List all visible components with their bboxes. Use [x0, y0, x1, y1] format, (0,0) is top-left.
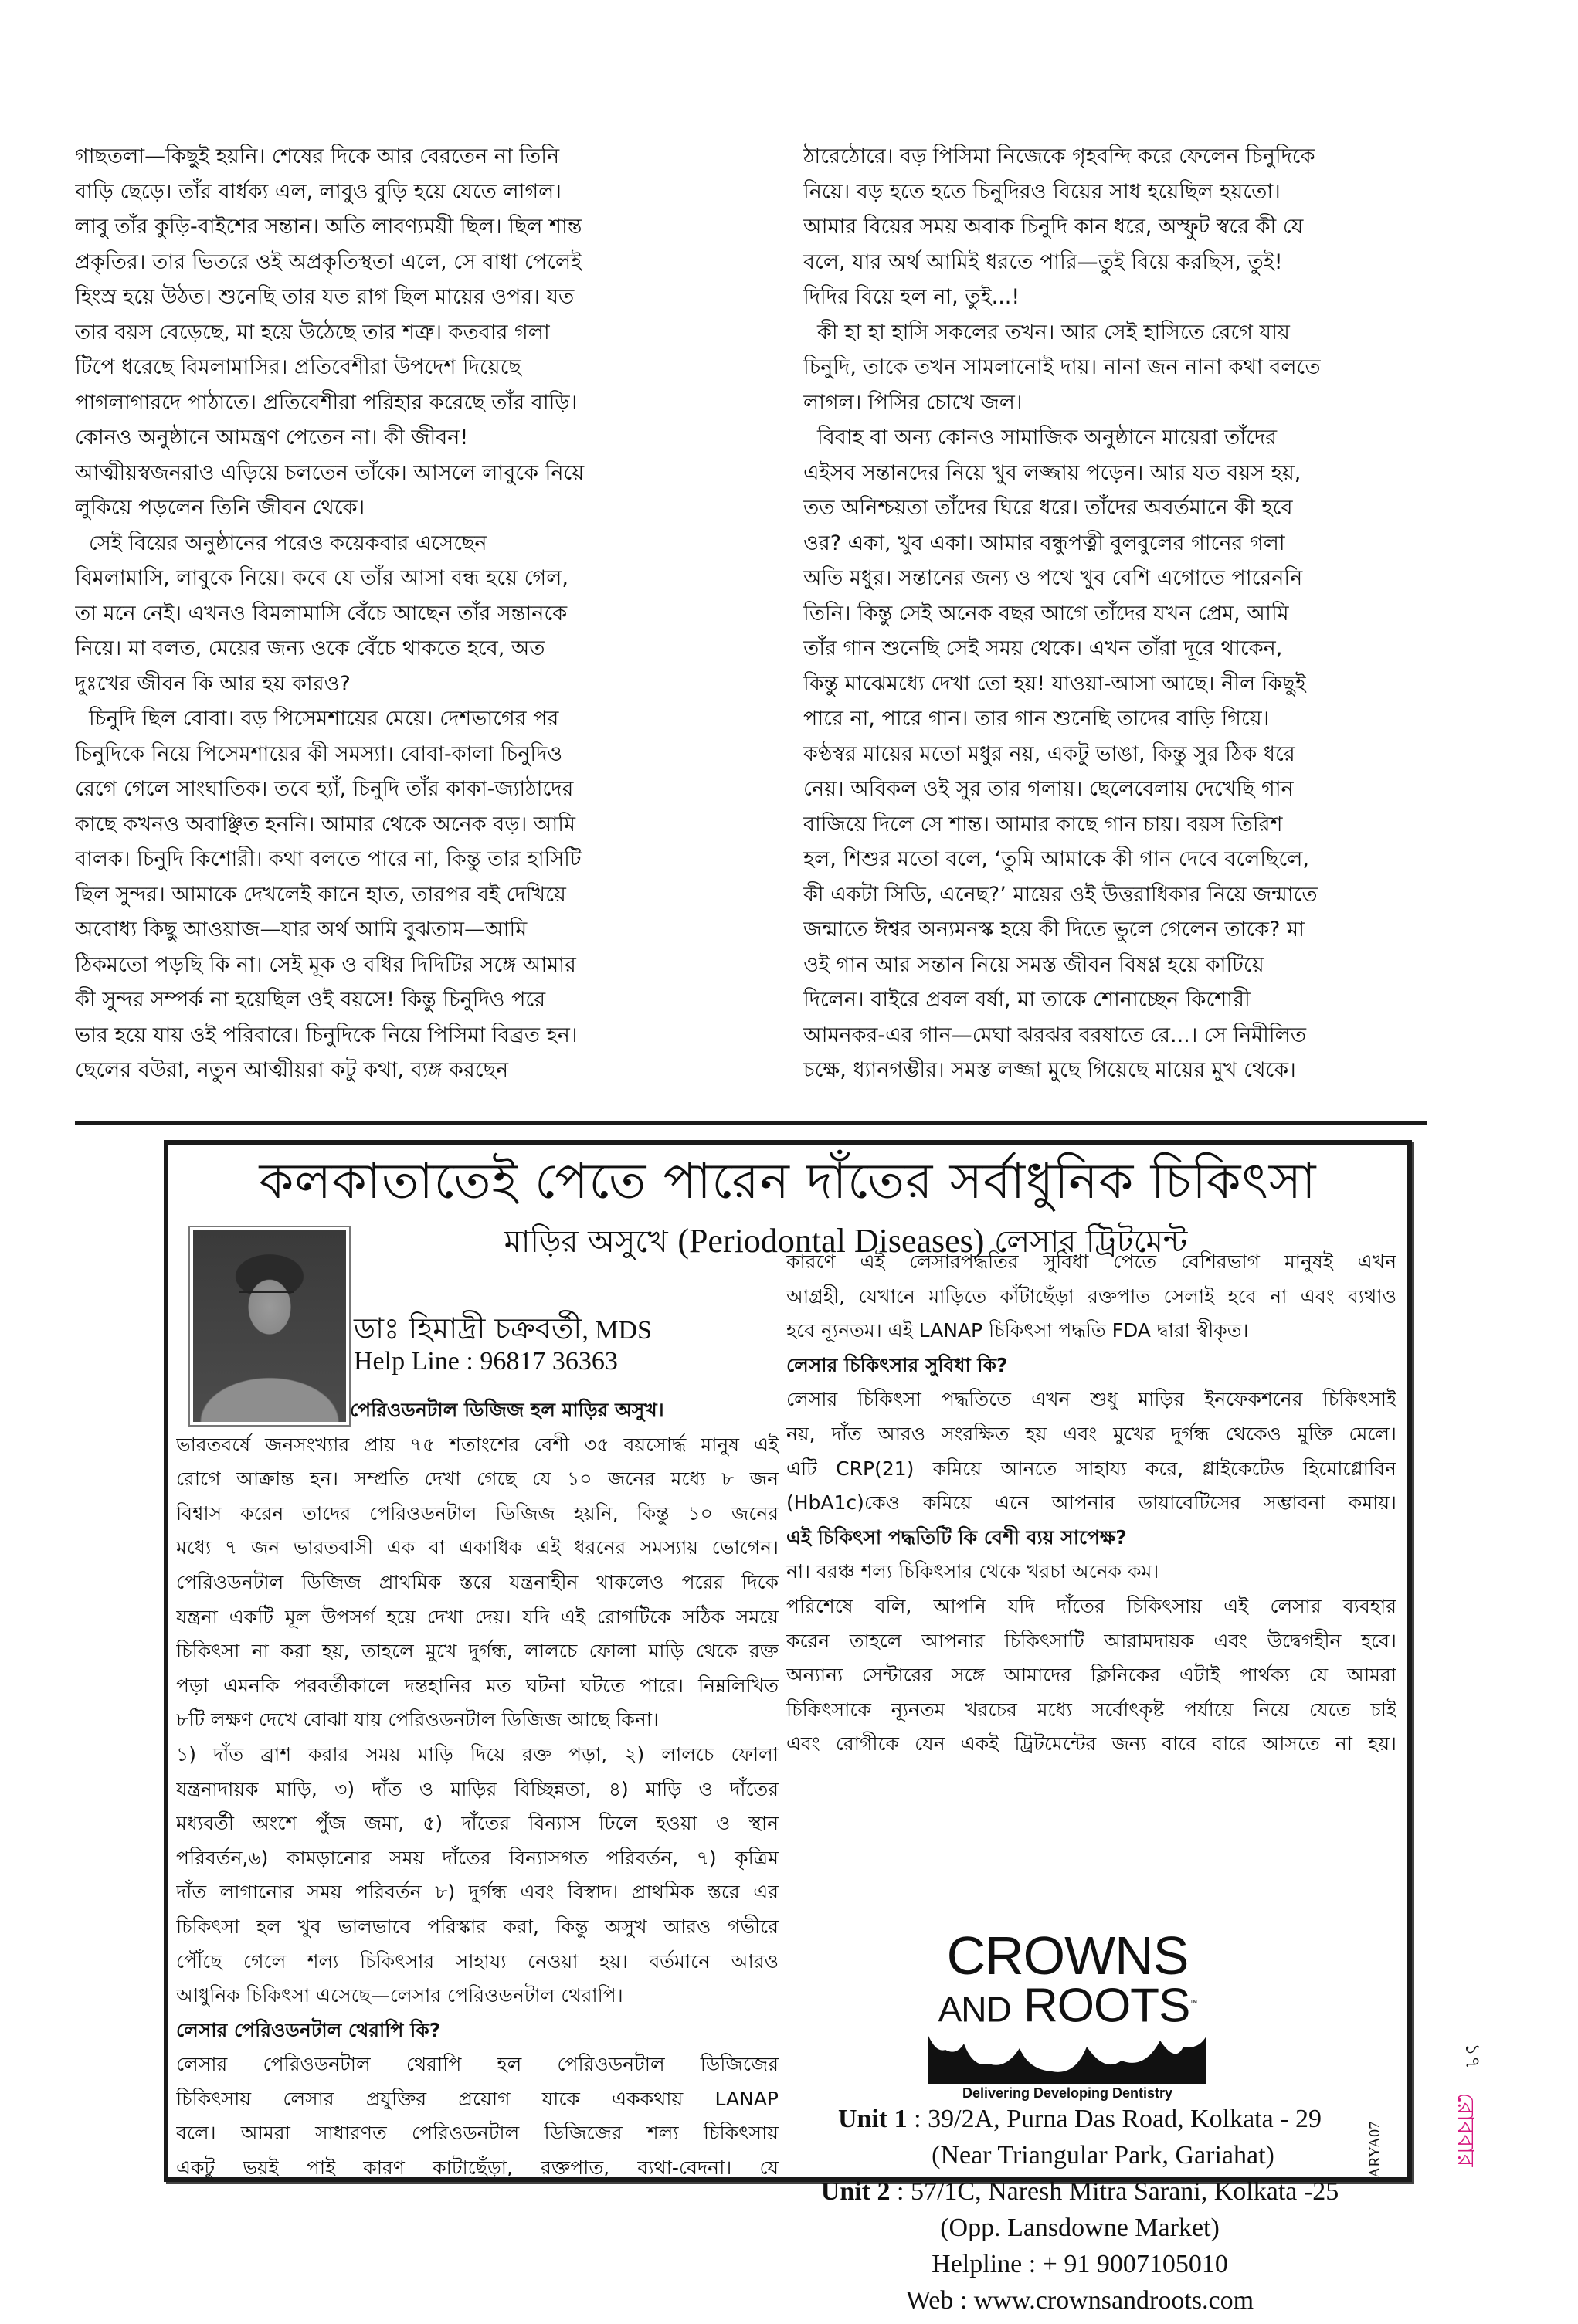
crowns-and-roots-logo: [905, 1925, 1230, 2102]
doctor-name-text: ডাঃ হিমাদ্রী চক্রবর্তী: [354, 1311, 582, 1345]
story-text-line: দিলেন। বাইরে প্রবল বর্ষা, মা তাকে শোনাচ্ছেন কিশোরী: [803, 988, 1251, 1012]
ad-text-line: যন্ত্রনাদায়ক মাড়ি, ৩) দাঁত ও মাড়ির বিচ্ছিন্নতা, ৪) মাড়ি ও দাঁতের: [176, 1777, 779, 1800]
ad-text-line: করেন তাহলে আপনার চিকিৎসাটি আরামদায়ক এবং উদ্বেগহীন হবে।: [786, 1629, 1396, 1652]
story-text-line: চিনুদি, তাকে তখন সামলানোই দায়। নানা জন নানা কথা বলতে: [803, 355, 1321, 379]
story-text-line: এইসব সন্তানদের নিয়ে খুব লজ্জায় পড়েন। আর যত বয়স হয়,: [803, 460, 1301, 485]
unit-1-landmark: (Near Triangular Park, Gariahat): [932, 2141, 1274, 2170]
ad-headline: কলকাতাতেই পেতে পারেন দাঁতের সর্বাধুনিক চিকিৎসা: [259, 1153, 1317, 1210]
ad-text-line: অন্যান্য সেন্টারের সঙ্গে আমাদের ক্লিনিকের এটাই পার্থক্য যে আমরা: [786, 1664, 1396, 1687]
story-text-line: কী হা হা হাসি সকলের তখন। আর সেই হাসিতে রেগে যায়: [817, 320, 1290, 344]
story-text-line: বাজিয়ে দিলে সে শান্ত। আমার কাছে গান চায়। বয়স তিরিশ: [803, 812, 1283, 836]
section-divider: [75, 1121, 1427, 1125]
page-footer-label: [1451, 2039, 1486, 2178]
ad-text-line: হবে ন্যূনতম। এই LANAP চিকিৎসা পদ্ধতি FDA দ্বারা স্বীকৃত।: [786, 1319, 1249, 1342]
publication-day: রোববার: [1451, 2092, 1479, 2167]
story-text-line: ঠিকমতো পড়ছি কি না। সেই মূক ও বধির দিদিটির সঙ্গে আমার: [75, 952, 576, 977]
doctor-helpline: Help Line : 96817 36363: [354, 1347, 618, 1376]
ad-subhead-prefix: মাড়ির অসুখে: [504, 1224, 678, 1260]
story-text-line: চিনুদিকে নিয়ে পিসেমশায়ের কী সমস্যা। বোবা-কালা চিনুদিও: [75, 741, 563, 766]
ad-text-line: লেসার চিকিৎসার সুবিধা কি?: [786, 1353, 1008, 1376]
story-text-line: বলে, যার অর্থ আমিই ধরতে পারি—তুই বিয়ে করছিস, তুই!: [803, 249, 1283, 274]
ad-text-line: বলে। আমরা সাধারণত পেরিওডনটাল ডিজিজের শল্য চিকিৎসায়: [176, 2122, 779, 2145]
story-text-line: বিমলামাসি, লাবুকে নিয়ে। কবে যে তাঁর আসা বন্ধ হয়ে গেল,: [75, 566, 568, 590]
clinic-addresses: [786, 2101, 1373, 2319]
story-text-line: কোনও অনুষ্ঠানে আমন্ত্রণ পেতেন না। কী জীবন!: [75, 426, 469, 450]
story-text-line: বাড়ি ছেড়ে। তাঁর বার্ধক্য এল, লাবুও বুড়ি হয়ে যেতে লাগল।: [75, 179, 562, 204]
story-text-line: লাগল। পিসির চোখে জল।: [803, 390, 1023, 415]
unit-2-landmark: (Opp. Lansdowne Market): [940, 2214, 1220, 2242]
story-text-line: আত্মীয়স্বজনরাও এড়িয়ে চলতেন তাঁকে। আসলে লাবুকে নিয়ে: [75, 460, 585, 485]
story-text-line: আমনকর-এর গান—মেঘা ঝরঝর বরষাতে রে...। সে নিমীলিত: [803, 1023, 1307, 1047]
story-text-line: টিপে ধরেছে বিমলামাসির। প্রতিবেশীরা উপদেশ দিয়েছে: [75, 355, 521, 379]
ad-text-line: (HbA1c)কেও কমিয়ে এনে আপনার ডায়াবেটিসের সম্ভাবনা কমায়।: [786, 1491, 1396, 1515]
ad-right-column: [786, 1245, 1396, 1762]
logo-tagline: Delivering Developing Dentistry: [962, 2085, 1173, 2101]
story-text-line: কাছে কখনও অবাঞ্ছিত হননি। আমার থেকে অনেক বড়। আমি: [75, 812, 576, 836]
ad-subhead-english: (Periodontal Diseases): [677, 1222, 985, 1260]
logo-wordmark-line1: CROWNS: [946, 1925, 1189, 1986]
ad-text-line: পরিবর্তন,৬) কামড়ানোর সময় দাঁতের বিন্যাসগত পরিবর্তন, ৭) কৃত্রিম: [176, 1846, 779, 1869]
ad-text-line: কারণে এই লেসারপদ্ধতির সুবিধা পেতে বেশিরভাগ মানুষই এখন: [786, 1250, 1396, 1273]
story-right-column: [803, 139, 1421, 1088]
ad-text-line: মধ্যে ৭ জন ভারতবাসী এক বা একাধিক এই ধরনের সমস্যায় ভোগেন।: [176, 1536, 779, 1559]
ad-text-line: পেরিওডনটাল ডিজিজ প্রাথমিক স্তরে যন্ত্রনাহীন থাকলেও পরের দিকে: [176, 1570, 779, 1593]
story-text-line: জন্মাতে ঈশ্বর অন্যমনস্ক হয়ে কী দিতে ভুলে গেলেন তাকে? মা: [803, 918, 1305, 941]
story-text-line: কিন্তু মাঝেমধ্যে দেখা তো হয়! যাওয়া-আসা আছে। নীল কিছুই: [803, 671, 1306, 696]
story-text-line: ওই গান আর সন্তান নিয়ে সমস্ত জীবন বিষণ্ণ হয়ে কাটিয়ে: [803, 952, 1264, 977]
unit-1-address: : 39/2A, Purna Das Road, Kolkata - 29: [907, 2105, 1322, 2133]
story-text-line: বালক। চিনুদি কিশোরী। কথা বলতে পারে না, কিন্তু তার হাসিটি: [75, 847, 582, 871]
story-text-line: তিনি। কিন্তু সেই অনেক বছর আগে তাঁদের যখন প্রেম, আমি: [803, 601, 1289, 626]
ad-text-line: না। বরঞ্চ শল্য চিকিৎসার থেকে খরচা অনেক কম।: [786, 1560, 1159, 1583]
trademark-mark: ™: [1189, 1999, 1197, 2007]
story-text-line: তাঁর গান শুনেছি সেই সময় থেকে। এখন তাঁরা দূরে থাকেন,: [803, 636, 1283, 660]
ad-text-line: রোগে আক্রান্ত হন। সম্প্রতি দেখা গেছে যে ১০ জনের মধ্যে ৮ জন: [176, 1467, 779, 1491]
ad-text-line: লেসার চিকিৎসা পদ্ধতিতে এখন শুধু মাড়ির ইনফেকশনের চিকিৎসাই: [786, 1388, 1396, 1411]
story-text-line: হিংস্র হয়ে উঠত। শুনেছি তার যত রাগ ছিল মায়ের ওপর। যত: [75, 285, 575, 309]
ad-text-line: আগ্রহী, যেখানে মাড়িতে কাঁটাছেঁড়া রক্তপাত সেলাই হবে না এবং ব্যথাও: [786, 1284, 1396, 1308]
doctor-degree: , MDS: [582, 1316, 653, 1345]
story-text-line: কী সুন্দর সম্পর্ক না হয়েছিল ওই বয়সে! কিন্তু চিনুদিও পরে: [75, 988, 546, 1012]
ad-text-line: একটু ভয়ই পাই কারণ কাটাছেঁড়া, রক্তপাত, ব্যথা-বেদনা। যে: [176, 2156, 779, 2180]
ad-text-line: চিকিৎসা হল খুব ভালভাবে পরিস্কার করা, কিন্তু অসুখ আরও গভীরে: [176, 1915, 779, 1938]
story-text-line: গাছতলা—কিছুই হয়নি। শেষের দিকে আর বেরতেন না তিনি: [75, 144, 560, 168]
unit-2-address: : 57/1C, Naresh Mitra Sarani, Kolkata -25: [890, 2177, 1339, 2206]
ad-text-line: ৮টি লক্ষণ দেখে বোঝা যায় পেরিওডনটাল ডিজিজ আছে কিনা।: [176, 1708, 659, 1732]
story-text-line: পারে না, পারে গান। তার গান শুনেছি তাদের বাড়ি গিয়ে।: [803, 707, 1270, 731]
story-text-line: তার বয়স বেড়েছে, মা হয়ে উঠেছে তার শত্রু। কতবার গলা: [75, 320, 550, 344]
story-text-line: ভার হয়ে যায় ওই পরিবারে। চিনুদিকে নিয়ে পিসিমা বিব্রত হন।: [75, 1023, 578, 1047]
ad-text-line: বিশ্বাস করেন তাদের পেরিওডনটাল ডিজিজ হয়নি, কিন্তু ১০ জনের: [176, 1501, 779, 1525]
ad-text-line: চিকিৎসা না করা হয়, তাহলে মুখে দুর্গন্ধ, লালচে ফোলা মাড়ি থেকে রক্ত: [176, 1640, 779, 1663]
story-text-line: প্রকৃতির। তার ভিতরে ওই অপ্রকৃতিস্থতা এলে, সে বাধা পেলেই: [75, 249, 582, 274]
ad-text-line: লেসার পেরিওডনটাল থেরাপি হল পেরিওডনটাল ডিজিজের: [176, 2053, 779, 2076]
logo-and: AND: [938, 1989, 1011, 2030]
story-text-line: বিবাহ বা অন্য কোনও সামাজিক অনুষ্ঠানে মায়েরা তাঁদের: [817, 426, 1278, 450]
story-text-line: হল, শিশুর মতো বলে, ‘তুমি আমাকে কী গান দেবে বলেছিলে,: [803, 847, 1309, 871]
ad-code-text: ARYA07: [1366, 2121, 1384, 2179]
story-text-line: লাবু তাঁর কুড়ি-বাইশের সন্তান। অতি লাবণ্যময়ী ছিল। ছিল শান্ত: [75, 215, 582, 239]
ad-text-line: ভারতবর্ষে জনসংখ্যার প্রায় ৭৫ শতাংশের বেশী ৩৫ বয়সোর্দ্ধ মানুষ এই: [176, 1433, 779, 1456]
ad-text-line: পড়া এমনকি পরবর্তীকালে দন্তহানির মত ঘটনা ঘটতে পারে। নিম্নলিখিত: [176, 1674, 779, 1697]
ad-text-line: মধ্যবর্তী অংশে পুঁজ জমা, ৫) দাঁতের বিন্যাস ঢিলে হওয়া ও স্থান: [176, 1812, 779, 1835]
story-text-line: ছিল সুন্দর। আমাকে দেখলেই কানে হাত, তারপর বই দেখিয়ে: [75, 882, 566, 907]
story-text-line: চিনুদি ছিল বোবা। বড় পিসেমশায়ের মেয়ে। দেশভাগের পর: [89, 707, 559, 731]
address-unit-1: [786, 2101, 1373, 2137]
story-text-line: ছেলের বউরা, নতুন আত্মীয়রা কটু কথা, ব্যঙ্গ করছেন: [75, 1058, 509, 1082]
glasses-shape: [239, 1291, 294, 1302]
story-text-line: অতি মধুর। সন্তানের জন্য ও পথে খুব বেশি এগোতে পারেননি: [803, 566, 1303, 590]
story-text-line: সেই বিয়ের অনুষ্ঠানের পরেও কয়েকবার এসেছেন: [89, 531, 487, 555]
story-text-line: নিয়ে। মা বলত, মেয়ের জন্য ওকে বেঁচে থাকতে হবে, অত: [75, 636, 545, 660]
ad-text-line: পেরিওডনটাল ডিজিজ হল মাড়ির অসুখ।: [350, 1399, 664, 1421]
story-text-line: দিদির বিয়ে হল না, তুই...!: [803, 285, 1020, 309]
logo-roots: ROOTS: [1010, 1979, 1190, 2033]
story-text-line: দুঃখের জীবন কি আর হয় কারও?: [75, 671, 351, 696]
story-text-line: ওর? একা, খুব একা। আমার বন্ধুপত্নী বুলবুলের গানের গলা: [803, 531, 1285, 555]
unit-2-label: Unit 2: [820, 2177, 891, 2206]
ad-text-line: দাঁত লাগানোর সময় পরিবর্তন ৮) দুর্গন্ধ এবং বিস্বাদ। প্রাথমিক স্তরে এর: [176, 1881, 779, 1904]
story-text-line: ঠারেঠোরে। বড় পিসিমা নিজেকে গৃহবন্দি করে ফেলেন চিনুদিকে: [803, 144, 1315, 168]
ad-text-line: নয়, দাঁত আরও সংরক্ষিত হয় এবং মুখের দুর্গন্ধ থেকেও মুক্তি মেলে।: [786, 1422, 1396, 1445]
story-text-line: তত অনিশ্চয়তা তাঁদের ঘিরে ধরে। তাঁদের অবর্তমানে কী হবে: [803, 496, 1293, 520]
ad-text-line: পরিশেষে বলি, আপনি যদি দাঁতের চিকিৎসায় এই লেসার ব্যবহার: [786, 1594, 1396, 1617]
ad-text-line: যন্ত্রনা একটি মূল উপসর্গ হয়ে দেখা দেয়। যদি এই রোগটিকে সঠিক সময়ে: [176, 1605, 779, 1628]
ad-subhead-suffix: লেসার ট্রিটমেন্ট: [984, 1224, 1188, 1260]
story-text-line: অবোধ্য কিছু আওয়াজ—যার অর্থ আমি বুঝতাম—আমি: [75, 918, 528, 941]
story-text-line: নেয়। অবিকল ওই সুর তার গলায়। ছেলেবেলায় দেখেছি গান: [803, 777, 1294, 801]
story-text-line: কণ্ঠস্বর মায়ের মতো মধুর নয়, একটু ভাঙা, কিন্তু সুর ঠিক ধরে: [803, 741, 1295, 766]
clinic-helpline: Helpline : + 91 9007105010: [932, 2250, 1228, 2278]
ad-text-line: এই চিকিৎসা পদ্ধতিটি কি বেশী ব্যয় সাপেক্ষ?: [786, 1525, 1127, 1549]
story-text-line: লুকিয়ে পড়লেন তিনি জীবন থেকে।: [75, 496, 365, 520]
ad-left-column: [176, 1393, 779, 2186]
address-unit-2: [786, 2173, 1373, 2210]
teeth-icon: [928, 2033, 1206, 2084]
ad-text-line: পৌঁছে গেলে শল্য চিকিৎসার সাহায্য নেওয়া হয়। বর্তমানে আরও: [176, 1949, 779, 1973]
story-text-line: কী একটা সিডি, এনেছ?’ মায়ের ওই উত্তরাধিকার নিয়ে জন্মাতে: [803, 882, 1318, 907]
ad-text-line: চিকিৎসায় লেসার প্রযুক্তির প্রয়োগ যাকে এককথায় LANAP: [176, 2087, 779, 2110]
logo-wordmark-line2: [905, 1980, 1230, 2033]
ad-text-line: লেসার পেরিওডনটাল থেরাপি কি?: [176, 2018, 441, 2041]
ad-text-line: ১) দাঁত ব্রাশ করার সময় মাড়ি দিয়ে রক্ত পড়া, ২) লালচে ফোলা: [176, 1742, 779, 1766]
story-text-line: রেগে গেলে সাংঘাতিক। তবে হ্যাঁ, চিনুদি তাঁর কাকা-জ্যাঠাদের: [75, 777, 574, 801]
story-left-column: [75, 139, 693, 1088]
doctor-name: [354, 1311, 652, 1349]
story-text-line: পাগলাগারদে পাঠাতে। প্রতিবেশীরা পরিহার করেছে তাঁর বাড়ি।: [75, 390, 578, 415]
clinic-website: Web : www.crownsandroots.com: [905, 2286, 1254, 2315]
page-number: ১৭: [1460, 2043, 1484, 2069]
story-text-line: আমার বিয়ের সময় অবাক চিনুদি কান ধরে, অস্ফুট স্বরে কী যে: [803, 215, 1304, 239]
story-text-line: নিয়ে। বড় হতে হতে চিনুদিরও বিয়ের সাধ হয়েছিল হয়তো।: [803, 179, 1281, 204]
ad-code: [1366, 2110, 1400, 2195]
story-text-line: তা মনে নেই। এখনও বিমলামাসি বেঁচে আছেন তাঁর সন্তানকে: [75, 601, 568, 626]
ad-text-line: আধুনিক চিকিৎসা এসেছে—লেসার পেরিওডনটাল থেরাপি।: [176, 1984, 623, 2007]
ad-text-line: চিকিৎসাকে ন্যূনতম খরচের মধ্যে সর্বোৎকৃষ্ট পর্যায়ে নিয়ে যেতে চাই: [786, 1698, 1396, 1721]
dental-advertisement: [164, 1140, 1412, 2315]
ad-text-line: এটি CRP(21) কমিয়ে আনতে সাহায্য করে, গ্লাইকেটেড হিমোগ্লোবিন: [786, 1457, 1396, 1480]
unit-1-label: Unit 1: [837, 2105, 908, 2133]
story-text-line: চক্ষে, ধ্যানগম্ভীর। সমস্ত লজ্জা মুছে গিয়েছে মায়ের মুখ থেকে।: [803, 1058, 1296, 1082]
ad-text-line: এবং রোগীকে যেন একই ট্রিটমেন্টের জন্য বারে বারে আসতে না হয়।: [786, 1732, 1396, 1756]
